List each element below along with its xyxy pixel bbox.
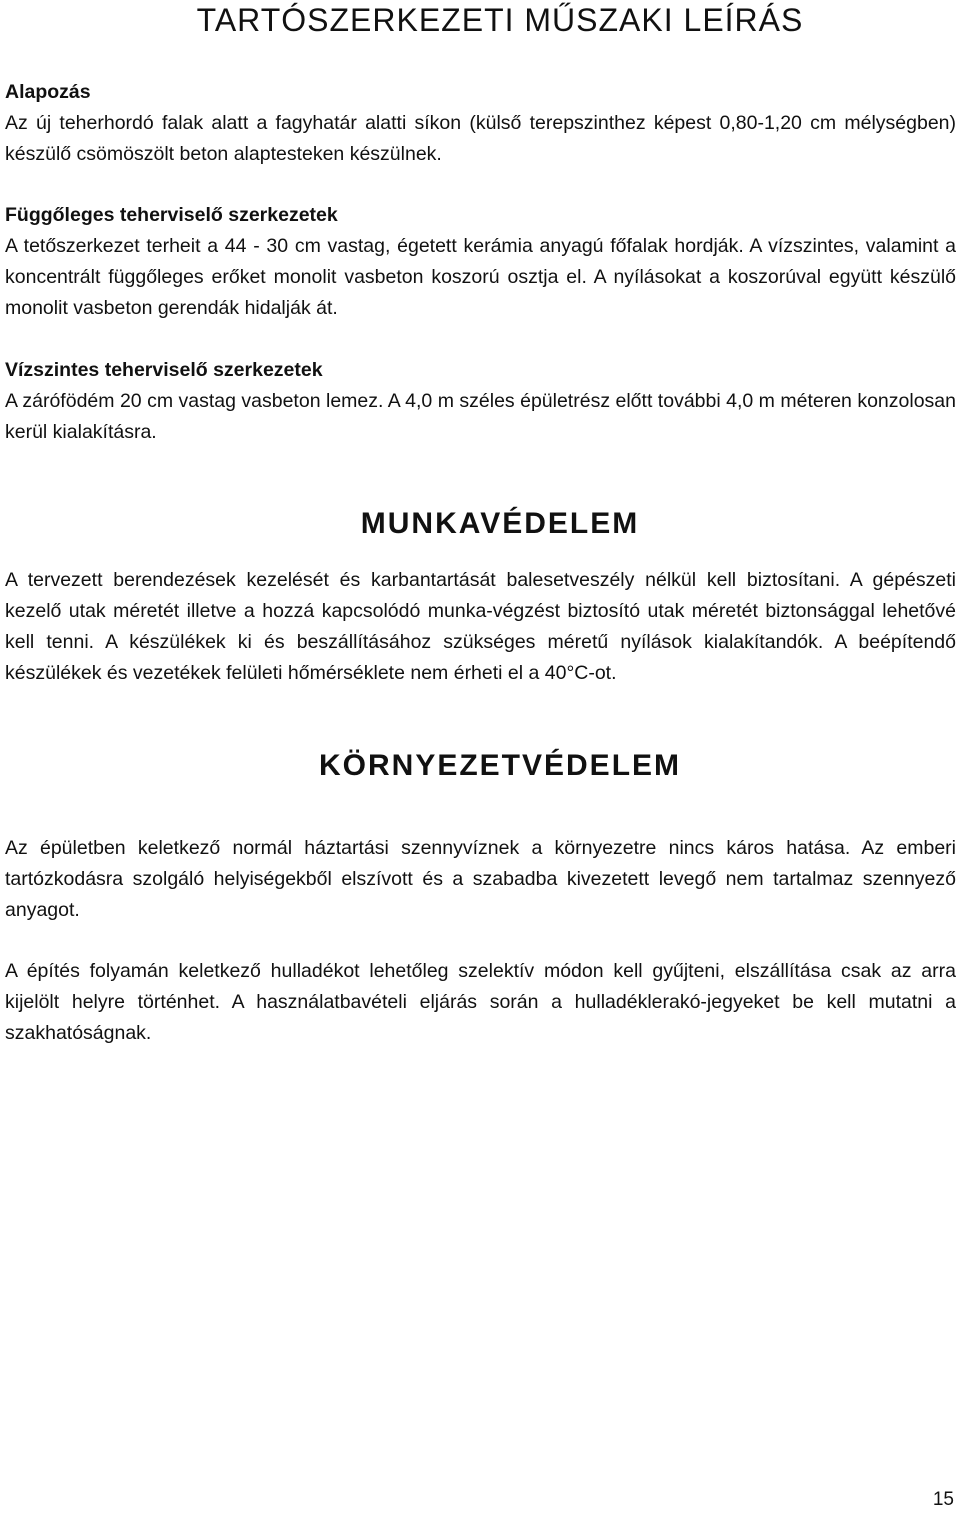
text-alapozas: Az új teherhordó falak alatt a fagyhatár alatti síkon (külső terepszinthez képest 0,80-1,20 cm mélységben) készülő csömöszölt beton alaptesteken készülnek. xyxy=(5,112,956,165)
section-fuggoleges xyxy=(5,200,956,324)
page-title: TARTÓSZERKEZETI MŰSZAKI LEÍRÁS xyxy=(196,2,804,38)
text-fuggoleges: A tetőszerkezet terheit a 44 - 30 cm vastag, égetett kerámia anyagú főfalak hordják. A vízszintes, valamint a koncentrált függőleges erőket monolit vasbeton koszorú osztja el. A nyílásokat a koszorúval együtt készülő monolit vasbeton gerendák hidalják át. xyxy=(5,235,956,319)
heading-fuggoleges: Függőleges teherviselő szerkezetek xyxy=(5,204,338,226)
heading-munkavedelem: MUNKAVÉDELEM xyxy=(360,507,640,540)
section-kornyezetvedelem-p2 xyxy=(5,956,956,1049)
section-alapozas xyxy=(5,77,956,170)
text-kornyezetvedelem-1: Az épületben keletkező normál háztartási szennyvíznek a környezetre nincs káros hatása. Az emberi tartózkodásra szolgáló helyiségekből elszívott és a szabadba kivezetett levegő nem tartalmaz szennyező anyagot. xyxy=(5,837,956,921)
section-munkavedelem xyxy=(5,565,956,689)
heading-vizszintes: Vízszintes teherviselő szerkezetek xyxy=(5,359,323,381)
heading-alapozas: Alapozás xyxy=(5,81,91,103)
section-kornyezetvedelem-p1 xyxy=(5,833,956,926)
section-vizszintes xyxy=(5,355,956,448)
text-vizszintes: A zárófödém 20 cm vastag vasbeton lemez. A 4,0 m széles épületrész előtt további 4,0 m méteren konzolosan kerül kialakításra. xyxy=(5,390,956,443)
text-munkavedelem: A tervezett berendezések kezelését és karbantartását balesetveszély nélkül kell biztosítani. A gépészeti kezelő utak méretét illetve a hozzá kapcsolódó munka-végzést biztosító utak méretét biztonsággal lehetővé kell tenni. A készülékek ki és beszállításához szükséges méretű nyílások kialakítandók. A beépítendő készülékek és vezetékek felületi hőmérséklete nem érheti el a 40°C-ot. xyxy=(5,569,956,684)
text-kornyezetvedelem-2: A építés folyamán keletkező hulladékot lehetőleg szelektív módon kell gyűjteni, elszállítása csak az arra kijelölt helyre történhet. A használatbavételi eljárás során a hulladéklerakó-jegyeket be kell mutatni a szakhatóságnak. xyxy=(5,960,956,1044)
heading-kornyezetvedelem: KÖRNYEZETVÉDELEM xyxy=(318,749,682,782)
page-number: 15 xyxy=(932,1489,954,1510)
